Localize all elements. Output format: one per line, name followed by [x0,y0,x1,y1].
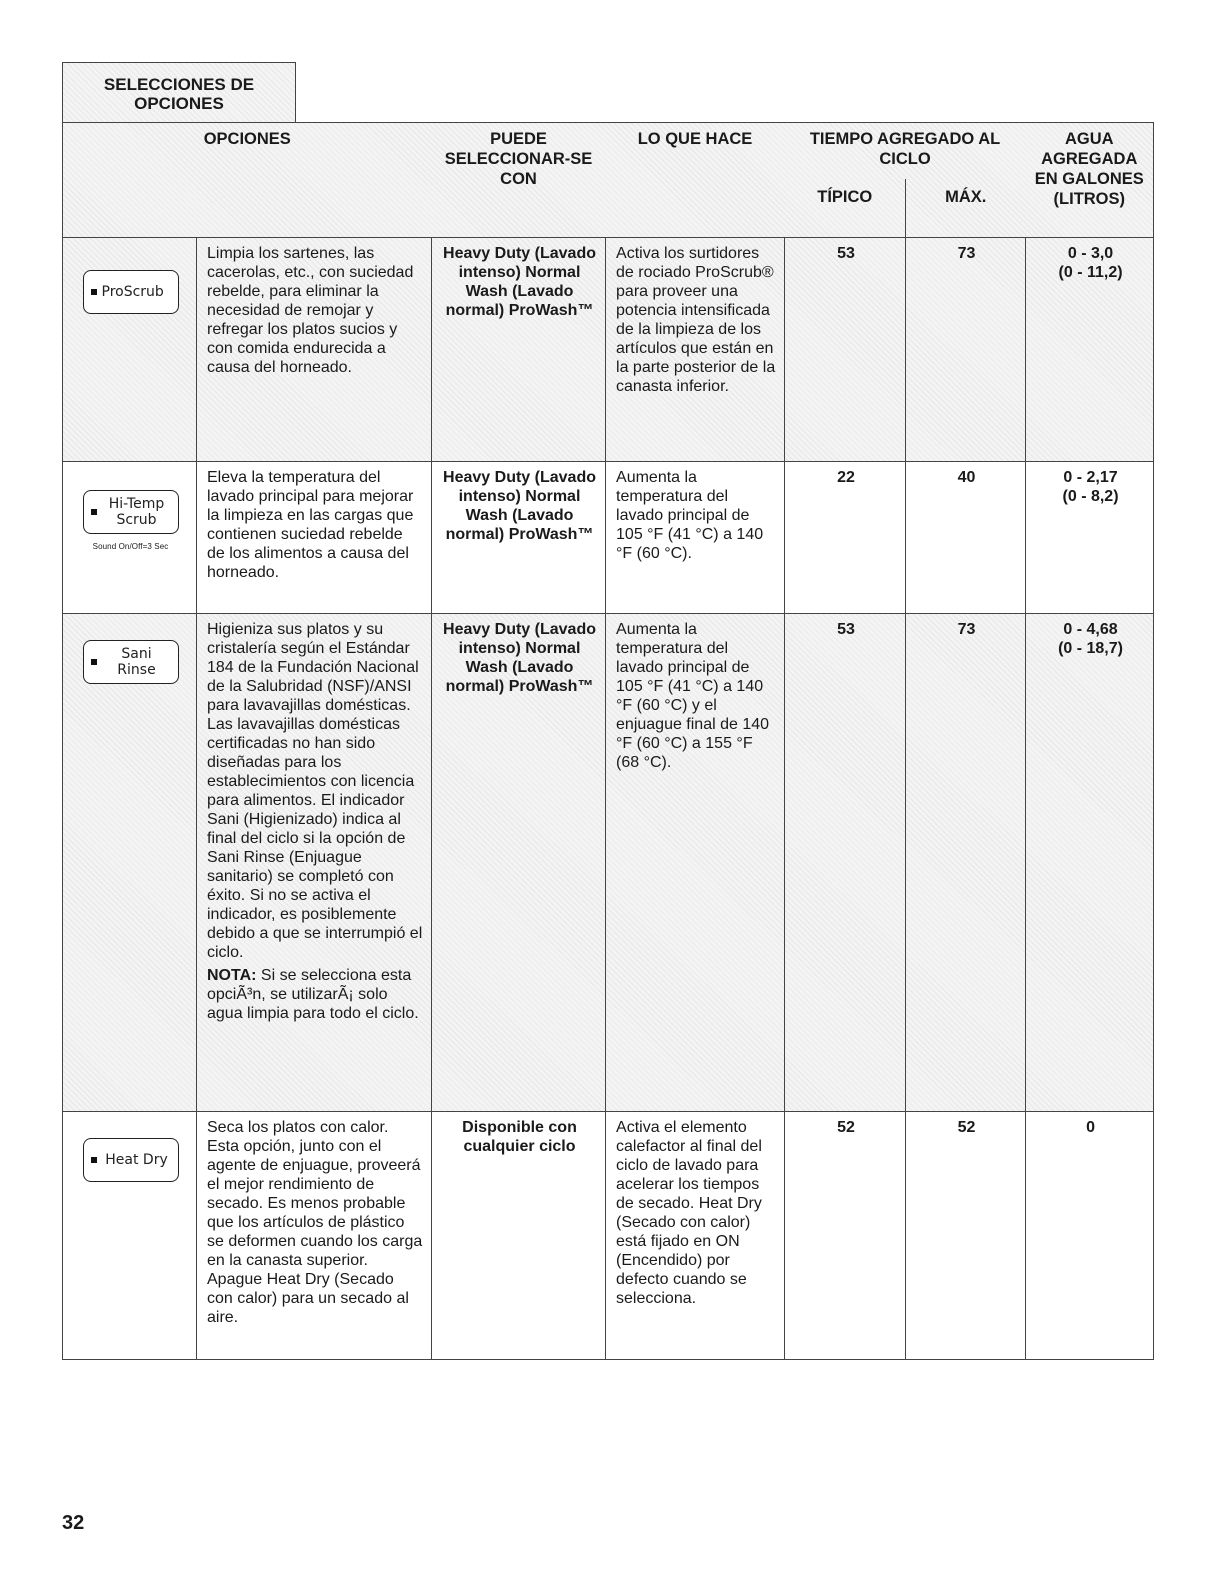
option-cycles: Heavy Duty (Lavado intenso) Normal Wash (Lavado normal) ProWash™ [432,614,606,1112]
button-label: Hi-Temp Scrub [108,496,165,528]
option-what-it-does: Activa los surtidores de rociado ProScrub® para proveer una potencia intensificada de la limpieza de los artículos que están en la parte posterior de la canasta inferior. [606,238,785,462]
option-max-time: 73 [906,238,1026,462]
indicator-icon [91,289,97,295]
button-label: ProScrub [101,284,164,300]
header-lo-que-hace: LO QUE HACE [606,123,785,238]
button-sub-label: Sound On/Off=3 Sec [92,542,169,551]
indicator-icon [91,1157,97,1163]
header-tipico: TÍPICO [785,179,906,238]
option-typical-time: 22 [785,462,906,614]
option-max-time: 73 [906,614,1026,1112]
header-puede-seleccionar: PUEDE SELECCIONAR-SE CON [432,123,606,238]
option-description: Higieniza sus platos y su cristalería según el Estándar 184 de la Fundación Nacional de la Salubridad (NSF)/ANSI para lavavajillas domésticas. Las lavavajillas domésticas certificadas no han sido diseñadas para los establecimientos con licencia para alimentos. El indicador Sani (Higienizado) indica al final del ciclo si la opción de Sani Rinse (Enjuague sanitario) se completó con éxito. Si no se activa el indicador, es posiblemente debido a que se interrumpió el ciclo. [207,621,423,961]
option-cycles: Disponible con cualquier ciclo [432,1112,606,1360]
table-row [63,462,1154,614]
option-button-cell [63,1112,197,1360]
option-water-gallons: 0 [1086,1119,1095,1136]
section-title-line2: OPCIONES [134,94,224,113]
option-what-it-does: Aumenta la temperatura del lavado principal de 105 °F (41 °C) a 140 °F (60 °C). [606,462,785,614]
options-table [62,122,1154,1360]
note-label: NOTA: [207,967,257,984]
indicator-icon [91,659,97,665]
option-description: Limpia los sartenes, las cacerolas, etc., con suciedad rebelde, para eliminar la necesidad de remojar y refregar los platos sucios y con comida endurecida a causa del horneado. [197,238,432,462]
proscrub-button[interactable] [83,270,179,314]
option-water-liters: (0 - 18,7) [1058,640,1123,657]
button-label: Heat Dry [105,1152,168,1168]
table-row [63,614,1154,1112]
header-agua-agregada: AGUA AGREGADA EN GALONES (LITROS) [1026,123,1154,238]
option-water-cell [1026,1112,1154,1360]
option-description-cell [197,614,432,1112]
header-row [63,123,1154,180]
note-text: Si se selecciona esta opciÃ³n, se utilizarÃ¡ solo agua limpia para todo el ciclo. [207,967,419,1022]
button-label: Sani Rinse [117,646,156,678]
option-description: Eleva la temperatura del lavado principal para mejorar la limpieza en las cargas que contienen suciedad rebelde de los alimentos a causa del horneado. [197,462,432,614]
option-typical-time: 53 [785,238,906,462]
indicator-icon [91,509,97,515]
table-row [63,238,1154,462]
sani-rinse-button[interactable] [83,640,179,684]
option-note [207,966,423,1023]
section-title-tab [62,62,296,122]
option-water-liters: (0 - 11,2) [1058,264,1123,281]
option-water-cell [1026,462,1154,614]
table-row [63,1112,1154,1360]
heat-dry-button[interactable] [83,1138,179,1182]
header-tiempo-agregado: TIEMPO AGREGADO AL CICLO [785,123,1026,180]
option-button-cell [63,462,197,614]
option-water-gallons: 0 - 4,68 [1063,621,1118,638]
option-typical-time: 52 [785,1112,906,1360]
option-what-it-does: Aumenta la temperatura del lavado principal de 105 °F (41 °C) a 140 °F (60 °C) y el enjuague final de 140 °F (60 °C) a 155 °F (68 °C). [606,614,785,1112]
page-number: 32 [62,1512,85,1534]
option-water-gallons: 0 - 3,0 [1067,245,1114,262]
option-button-cell [63,238,197,462]
option-water-cell [1026,614,1154,1112]
option-water-gallons: 0 - 2,17 [1063,469,1118,486]
header-max: MÁX. [945,188,987,206]
option-description: Seca los platos con calor. Esta opción, junto con el agente de enjuague, proveerá el mejor rendimiento de secado. Es menos probable que los artículos de plástico se deformen cuando los carga en la canasta superior. Apague Heat Dry (Secado con calor) para un secado al aire. [197,1112,432,1360]
hi-temp-scrub-button[interactable] [83,490,179,534]
option-water-liters: (0 - 8,2) [1062,488,1119,505]
option-cycles: Heavy Duty (Lavado intenso) Normal Wash (Lavado normal) ProWash™ [432,462,606,614]
option-cycles: Heavy Duty (Lavado intenso) Normal Wash (Lavado normal) ProWash™ [432,238,606,462]
section-title-line1: SELECCIONES DE [103,75,255,94]
option-typical-time: 53 [785,614,906,1112]
option-max-time: 40 [906,462,1026,614]
header-opciones: OPCIONES [63,123,432,238]
option-what-it-does: Activa el elemento calefactor al final del ciclo de lavado para acelerar los tiempos de secado. Heat Dry (Secado con calor) está fijado en ON (Encendido) por defecto cuando se selecciona. [606,1112,785,1360]
option-water-cell [1026,238,1154,462]
option-max-time: 52 [906,1112,1026,1360]
option-button-cell [63,614,197,1112]
